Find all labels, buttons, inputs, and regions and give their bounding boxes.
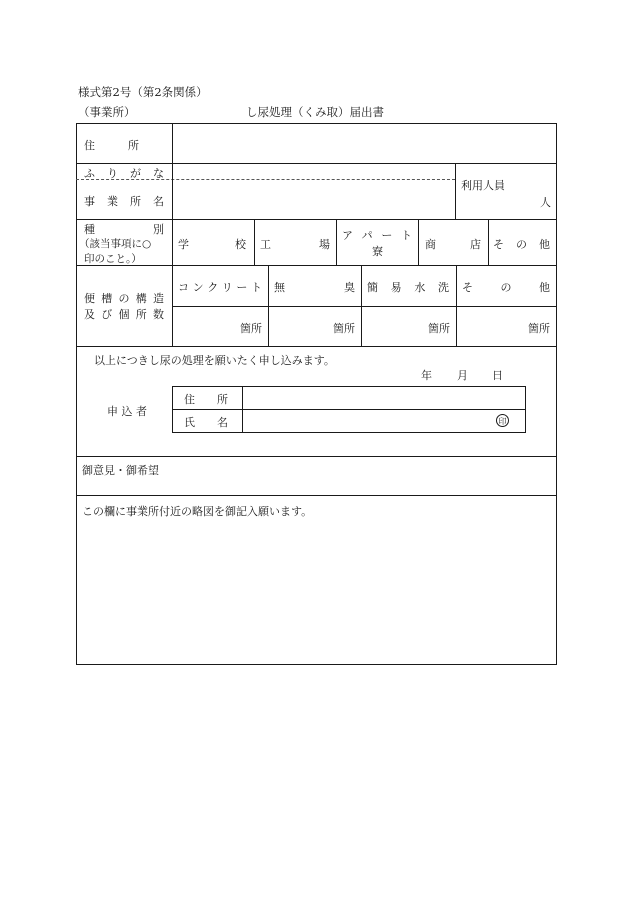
map-note: この欄に事業所付近の略図を御記入願います。 — [82, 505, 313, 518]
applicant-divider — [242, 386, 243, 433]
toilet-odorless: 無 臭 — [274, 281, 355, 294]
row-line — [76, 456, 557, 457]
users-label: 利用人員 — [461, 179, 505, 192]
count-unit: 箇所 — [240, 322, 262, 335]
type-shop: 商 店 — [425, 238, 481, 251]
count-unit: 箇所 — [528, 322, 550, 335]
row-line — [76, 265, 557, 266]
type-divider — [488, 219, 489, 265]
type-school: 学 校 — [178, 238, 246, 251]
row-line — [76, 219, 557, 220]
seal-mark: 印 — [496, 414, 509, 427]
toilet-label-2: 及 び 個 所 数 — [84, 308, 164, 321]
type-factory: 工 場 — [260, 238, 330, 251]
type-divider — [336, 219, 337, 265]
type-other: そ の 他 — [493, 238, 550, 251]
users-unit: 人 — [540, 196, 551, 209]
date-year: 年 — [421, 369, 432, 382]
toilet-concrete: コ ン ク リ ー ト — [178, 281, 262, 294]
application-statement: 以上につきし尿の処理を願いたく申し込みます。 — [94, 354, 335, 367]
count-unit: 箇所 — [333, 322, 355, 335]
furigana-label: ふ り が な — [84, 167, 164, 180]
applicant-name-label: 氏 名 — [184, 416, 228, 429]
row-line — [76, 163, 557, 164]
address-label: 住 所 — [84, 139, 139, 152]
users-divider — [455, 163, 456, 219]
row-line — [76, 495, 557, 496]
date-day: 日 — [492, 369, 503, 382]
toilet-label-1: 便 槽 の 構 造 — [84, 292, 164, 305]
type-note-2: 印のこと。） — [84, 253, 142, 265]
type-apartment: ア パ ー ト — [342, 229, 412, 242]
office-label: （事業所） — [78, 105, 136, 119]
type-dormitory: 寮 — [372, 245, 383, 258]
toilet-divider — [456, 265, 457, 346]
applicant-address-label: 住 所 — [184, 393, 228, 406]
row-line — [172, 306, 557, 307]
form-number: 様式第2号（第2条関係） — [78, 85, 208, 99]
label-divider — [172, 123, 173, 346]
applicant-row-line — [172, 409, 526, 410]
toilet-other: そ の 他 — [462, 281, 550, 294]
toilet-divider — [268, 265, 269, 346]
toilet-divider — [361, 265, 362, 346]
type-note-1: （該当事項に○ — [79, 238, 152, 250]
toilet-simple-flush: 簡 易 水 洗 — [367, 281, 449, 294]
form-title: し尿処理（くみ取）届出書 — [246, 105, 384, 119]
date-month: 月 — [457, 369, 468, 382]
type-divider — [418, 219, 419, 265]
type-divider — [254, 219, 255, 265]
count-unit: 箇所 — [428, 322, 450, 335]
row-line — [76, 346, 557, 347]
applicant-label: 申 込 者 — [107, 405, 147, 418]
type-label: 種 別 — [84, 223, 164, 236]
opinion-label: 御意見・御希望 — [82, 464, 159, 477]
office-name-label: 事 業 所 名 — [84, 195, 164, 208]
